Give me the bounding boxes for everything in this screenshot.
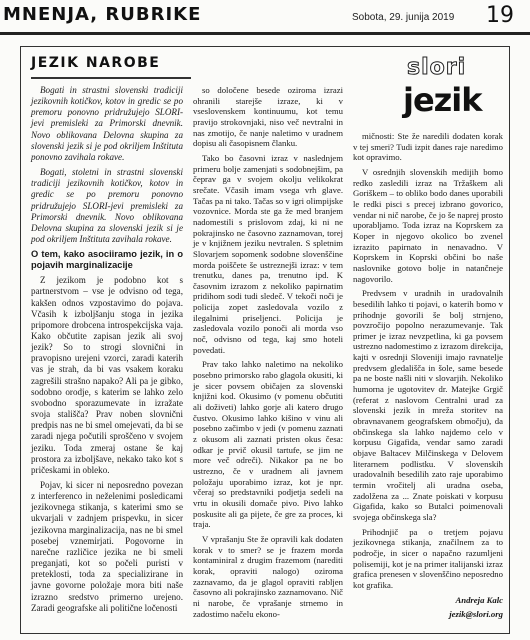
paragraph: Prihodnjič pa o tretjem pojavu jezikovnega stikanja, značilnem za to področje, in sicer o napačno razumljeni polisemiji, kot je na primer italijanski izraz grafica prenesen v slovenščino neposredno kot grafika.: [353, 526, 503, 590]
header-rule: [0, 32, 530, 35]
author-email: jezik@slori.org: [449, 609, 503, 620]
title-underline: [31, 77, 191, 79]
column-title: JEZIK NAROBE: [31, 55, 161, 71]
column-box: [20, 46, 510, 634]
page-header: [0, 0, 530, 32]
subheading: O tem, kako asociiramo jezik, in o pojavih marginalizacije: [31, 249, 183, 271]
paragraph: so določene besede oziroma izrazi ohranili starejše izraze, ki v vseslovenskem kontinuumu, kot temu pravijo strokovnjaki, niso več nevtralni in nas zmotijo, če nanje naletimo v uradnem dopisu ali časopisnem članku.: [193, 85, 343, 149]
issue-date: Sobota, 29. junija 2019: [352, 12, 455, 23]
author-name: Andreja Kalc: [455, 594, 503, 605]
paragraph: Tako bo časovni izraz v naslednjem primeru bolje zamenjati s sodobnejšim, pa čeprav ga v svojem okolju velikokrat srečate. Včasih imam vsega vrh glave. Tačas pa ni tako. Tačas so v igri olimpijske vozovnice. Morda ste ga že med branjem nadomestili s prislovom zdaj, ki ni ne pokrajinsko ne časovno zaznamovan, torej je v knjižnem jeziku nevtralen. S spletnim Slovarjem sopomenk sodobne slovenščine morda poiščete še ustreznejši izraz: v tem trenutku, danes pa, trenutno ipd. K časovnim izrazom z nekoliko papirnatim pridihom sodi tudi sledeč. V tekoči noči je policija zopet zasledovala vozilo z ilegalnimi priseljenci. Policija je zasledovala vozilo ponoči ali morda vso noč, odvisno od tega, kaj smo hoteli povedati.: [193, 152, 343, 355]
logo-top: slori: [407, 55, 467, 80]
paragraph: V osrednjih slovenskih medijih bomo redko zasledili izraz na Tržaškem ali Goriškem – to obliko bodo danes uporabili le redki pisci s precej izbrano govorico, vendar ni nič narobe, če jo še naprej prosto uporabljamo. Toda izraz na Koprskem za Koper in njegovo okolico bo zvenel izrazito papirnato in nenavadno. V Koprskem in Koprski občini bo naše naslovnike gotovo bolje in natančneje nagovorilo.: [353, 166, 503, 284]
paragraph: Z jezikom je podobno kot s partnerstvom – vse je odvisno od tega, kakšen odnos vzpostavimo do pojava. Včasih k izboljšanju stoga in jezika pripomore drobcena introspekcijska vaja. Kako občutite zapisan jezik ali svoj jezik? So to strogi slovnični in pravopisno urejeni vzorci, zaradi katerih vas je strah, da bi vas vsakem koraku zagrešili strašno napako? Ali pa je gibko, sodobno orodje, s katerim se lahko zelo svobodno sporazumevate in izražate svoja stališča? Prav noben slovnični predpis nas ne bi smel omejevati, da bi se zaradi njega počutili sproščeno v svojem jeziku. Toda zmeraj ostane še kaj prostora za izboljšave, nekako tako kot s pričeskami in obleko.: [31, 275, 183, 475]
text-column-1: [31, 85, 183, 618]
text-column-3: [353, 131, 503, 624]
paragraph: mičnosti: Ste že naredili dodaten korak v tej smeri? Tudi izpit danes raje naredimo kot opravimo.: [353, 131, 503, 163]
paragraph: Pojav, ki sicer ni neposredno povezan z interferenco in neželenimi posledicami jezikovnega stikanja, s katerimi smo se ukvarjali v zadnjem prispevku, in sicer jezikovna marginalizacija, nas ne bi smel posebej vznemirjati. Pogovorne in narečne različice jezika ne bi smeli preganjati, kot so počeli puristi v preteklosti, toda za specializirane in javne govorne položaje mora biti naše izrazno sredstvo primerno urejeno. Zaradi geografske ali politične ločenosti: [31, 480, 183, 613]
paragraph: Bogati, stoletni in strastni slovenski tradiciji jezikovnih kotičkov, kotov in gredic se po premoru ponovno pridružujejo SLORI-jevi premisleki za Primorski dnevnik. Novo oblikovana Delovna skupina za slovenski jezik si je pod okriljem Inštituta zavihala rokave.: [31, 167, 183, 245]
text-column-2: [193, 85, 343, 623]
paragraph: V vprašanju Ste že opravili kak dodaten korak v to smer? se je frazem morda kontaminiral z drugim frazemom (narediti korak, opraviti nalogo) oziroma zaznavamo, da je glagol opraviti rabljen časovno ali pokrajinsko zaznamovano. Nič ni narobe, če vprašanje strnemo in zadostimo načelu ekono-: [193, 533, 343, 619]
paragraph: Bogati in strastni slovenski tradiciji jezikovnih kotičkov, kotov in gredic se po premoru ponovno pridružujejo SLORI-jevi premisleki za Primorski dnevnik. Novo oblikovana Delovna skupina za slovenski jezik si je pod okriljem Inštituta ponovno zavihala rokave.: [31, 85, 183, 162]
section-title: MNENJA, RUBRIKE: [3, 4, 202, 25]
page-number: 19: [486, 3, 514, 28]
logo-bottom: jezik: [403, 81, 482, 119]
paragraph: Prav tako lahko naletimo na nekoliko posebno primorsko rabo glagola okusiti, ki je sicer povsem običajen za slovenski knjižni kod. Okusimo (v pomenu občutiti ali doživeti) lahko gorje ali katero drugo čustvo. Okusimo lahko kišino v vinu ali posebno začimbo v jedi (v pomenu zaznati z okusom ali zaznati pristen okus česa: odkar je prvič okusil tartufe, se jim ne more več odreči). Nikakor pa ne bo ustrezno, če v uradnem ali javnem položaju uporabimo izraz, kot je npr. včeraj so predstavniki podjetja sedeli na vrtu in okusili domače pivo. Pivo lahko poskusite ali ga pijete, če gre za proces, ki traja.: [193, 359, 343, 530]
slori-jezik-logo: [401, 53, 501, 123]
paragraph: Predvsem v uradnih in uradovalnih besedilih lahko ti pojavi, o katerih bomo v prihodnje govorili še bolj strnjeno, povzročijo popolno nerazumevanje. Tak primer je izraz nevzpetlina, ki ga povsem ustrezno nadomestimo z izrazom direkcija, kajti v osrednji Sloveniji imajo ravnatelje predvsem gledališča in šole, same besede pa ne boste našli niti v slovarjih. Nekoliko humorna je ugotovitev dr. Matejke Grgič (referat z naslovom Centralni urad za slovenski jezik in mreža storitev na obravnavanem geografskem območju), da občinskega sla lahko najdemo celo v korpusu Gigafida, vendar samo zaradi objave Baltacev Milčinskega v Delovem literarnem podlistku. V slovenskih uradovalnih besedilih zato raje uporabimo termin vročitelj ali uradna oseba, zadolžena za ... Znate poiskati v korpusu Gigafida, kako so Butalci poimenovali svojega občinskega sla?: [353, 288, 503, 522]
